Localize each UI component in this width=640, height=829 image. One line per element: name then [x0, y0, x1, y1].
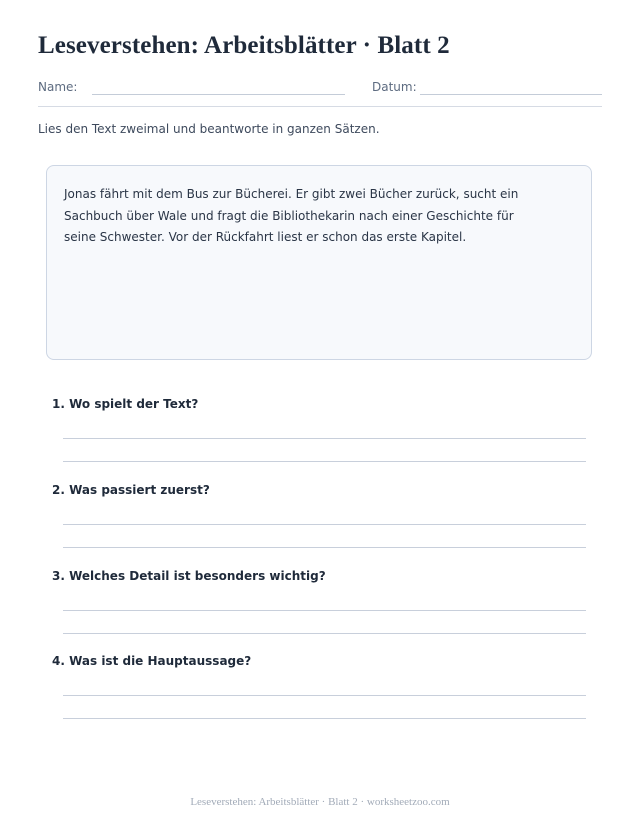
question-text: 4. Was ist die Hauptaussage?: [52, 654, 252, 668]
answer-line[interactable]: [63, 461, 586, 462]
instructions-text: Lies den Text zweimal und beantworte in ganzen Sätzen.: [38, 122, 380, 136]
name-label: Name:: [38, 80, 78, 94]
name-line[interactable]: [92, 94, 345, 95]
header-divider: [38, 106, 602, 107]
answer-line[interactable]: [63, 610, 586, 611]
answer-line[interactable]: [63, 438, 586, 439]
answer-line[interactable]: [63, 695, 586, 696]
page-title: Leseverstehen: Arbeitsblätter · Blatt 2: [38, 32, 450, 59]
page-footer: Leseverstehen: Arbeitsblätter · Blatt 2 · worksheetzoo.com: [190, 796, 450, 808]
answer-line[interactable]: [63, 524, 586, 525]
answer-line[interactable]: [63, 633, 586, 634]
answer-line[interactable]: [63, 718, 586, 719]
date-line[interactable]: [420, 94, 602, 95]
passage-text: Jonas fährt mit dem Bus zur Bücherei. Er gibt zwei Bücher zurück, sucht ein Sachbuch über Wale und fragt die Bibliothekarin nach einer Geschichte für seine Schwester. Vor der Rückfahrt liest er schon das erste Kapitel.: [64, 187, 519, 244]
passage-box: [46, 165, 592, 360]
date-label: Datum:: [372, 80, 417, 94]
meta-row: [38, 80, 602, 100]
question-text: 3. Welches Detail ist besonders wichtig?: [52, 569, 326, 583]
question-text: 2. Was passiert zuerst?: [52, 483, 210, 497]
answer-line[interactable]: [63, 547, 586, 548]
question-text: 1. Wo spielt der Text?: [52, 397, 199, 411]
